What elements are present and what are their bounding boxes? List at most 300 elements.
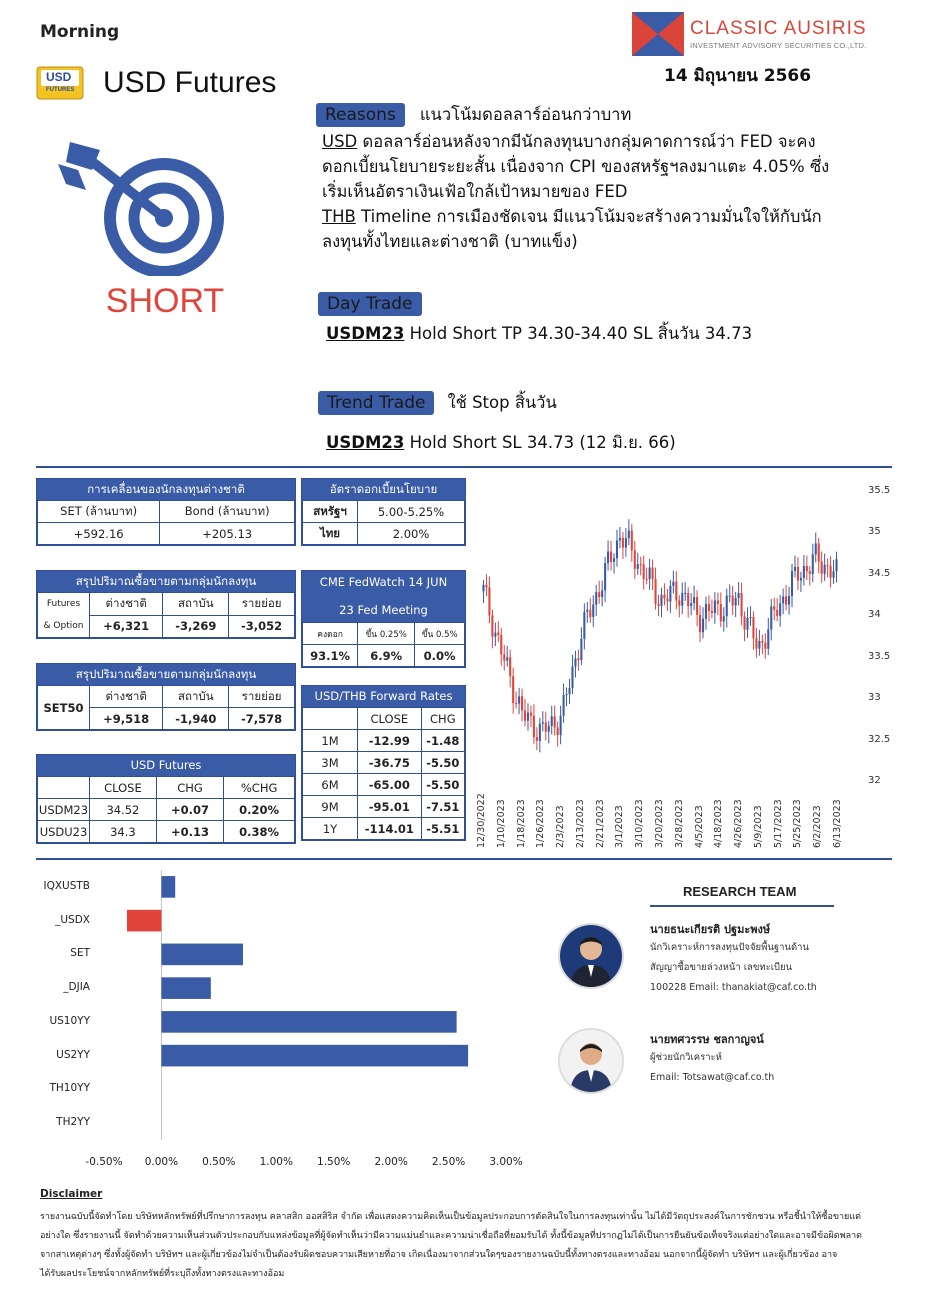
usd-reason-line-2: ดอกเบี้ยนโยบายระยะสั้น เนื่องจาก CPI ของสหรัฐฯลงมาแตะ 4.05% ซึ่ง [322, 157, 830, 176]
price-x-tick: 12/30/2022 [476, 793, 487, 848]
thb-key: THB [322, 207, 356, 226]
divider-top [36, 466, 892, 468]
candle-body [500, 635, 502, 654]
candle-body [536, 737, 538, 741]
bar-djia [161, 977, 210, 999]
badge-subtext: FUTURES [46, 87, 75, 93]
usd-futures-col: CHG [156, 777, 223, 799]
usd-futures-contract: USDU23 [38, 821, 90, 843]
candle-body [660, 595, 662, 606]
fedwatch-col: ขึ้น 0.25% [358, 623, 415, 645]
thb-reason-line-1 [322, 204, 822, 229]
reasons-headline: แนวโน้มดอลลาร์อ่อนกว่าบาท [419, 105, 632, 124]
candle-body [666, 599, 668, 602]
set50-value: +9,518 [90, 708, 163, 730]
candle-body [652, 567, 654, 579]
candle-body [833, 571, 835, 577]
set50-header: ต่างชาติ [90, 686, 163, 708]
researcher-1 [650, 920, 817, 998]
usd-futures-table [36, 754, 296, 844]
forward-rates-table [301, 685, 466, 841]
candle-body [824, 565, 826, 574]
researcher-contact: 100228 Email: thanakiat@caf.co.th [650, 982, 817, 993]
price-x-tick: 6/13/2023 [832, 799, 843, 848]
candle-body [655, 579, 657, 604]
usd-reason-text-1: ดอลลาร์อ่อนหลังจากมีนักลงทุนบางกลุ่มคาดการณ์ว่า FED จะคง [362, 132, 816, 151]
candle-body [589, 610, 591, 617]
price-x-tick: 3/20/2023 [654, 799, 665, 848]
futures-flow-title: สรุปปริมาณซื้อขายตามกลุ่มนักลงทุน [37, 571, 295, 592]
candle-body [738, 593, 740, 598]
candle-body [598, 592, 600, 597]
forward-chg: -5.50 [421, 774, 464, 796]
fedwatch-table [301, 570, 466, 668]
candle-body [684, 593, 686, 594]
forward-tenor: 9M [303, 796, 358, 818]
foreign-flow-bond-value: +205.13 [160, 523, 295, 545]
price-x-tick: 4/26/2023 [733, 799, 745, 848]
company-subtitle: INVESTMENT ADVISORY SECURITIES CO.,LTD. [690, 41, 867, 50]
usd-futures-chg: +0.07 [156, 799, 223, 821]
policy-rate-country: ไทย [303, 523, 358, 545]
thb-reason-text-1: Timeline การเมืองชัดเจน มีแนวโน้มจะสร้างความมั่นใจให้กับนัก [361, 207, 822, 226]
disclaimer-line: ได้รับผลประโยชน์จากหลักทรัพย์ที่ระบุถึงทั้งทางตรงและทางอ้อม [40, 1269, 285, 1279]
person-photo-icon [560, 925, 622, 987]
price-y-tick: 34.5 [868, 567, 891, 579]
bar-x-tick: 0.50% [202, 1156, 236, 1168]
candle-body [583, 612, 585, 639]
candle-body [732, 596, 734, 606]
forward-close: -95.01 [358, 796, 422, 818]
candle-body [527, 713, 529, 721]
futures-flow-label-2: & Option [43, 621, 84, 631]
candle-body [539, 724, 541, 741]
researcher-name: นายทศวรรษ ชลกาญจน์ [650, 1033, 764, 1046]
forward-close: -12.99 [358, 730, 422, 752]
price-x-tick: 2/3/2023 [555, 805, 567, 848]
researcher-contact: Email: Totsawat@caf.co.th [650, 1072, 775, 1083]
candle-body [693, 597, 695, 603]
candle-body [657, 604, 659, 606]
candle-body [643, 564, 645, 579]
futures-flow-header: รายย่อย [229, 593, 295, 616]
foreign-flow-col-set: SET (ล้านบาท) [38, 501, 160, 523]
candle-body [607, 551, 609, 563]
badge-text: USD [46, 70, 72, 84]
set50-flow-table [36, 663, 296, 731]
candle-body [518, 696, 520, 703]
candle-body [574, 658, 576, 666]
candle-body [723, 616, 725, 621]
candle-body [571, 666, 573, 688]
candle-body [494, 633, 496, 637]
usd-futures-chg: +0.13 [156, 821, 223, 843]
usd-futures-col: %CHG [224, 777, 295, 799]
candle-body [714, 601, 716, 613]
price-x-tick: 4/18/2023 [713, 799, 725, 848]
candle-body [503, 654, 505, 660]
fedwatch-col: ขึ้น 0.5% [415, 623, 465, 645]
candle-body [637, 564, 639, 569]
fedwatch-title: CME FedWatch 14 JUN [319, 575, 448, 589]
candle-body [551, 716, 553, 726]
policy-rate-title: อัตราดอกเบี้ยนโยบาย [302, 479, 465, 500]
candle-body [818, 543, 820, 561]
candle-body [702, 619, 704, 633]
price-x-tick: 2/21/2023 [594, 799, 606, 848]
company-name: CLASSIC AUSIRIS [690, 18, 867, 39]
policy-rate-country: สหรัฐฯ [303, 501, 358, 523]
candle-body [560, 716, 562, 735]
candle-body [610, 551, 612, 561]
foreign-flow-set-value: +592.16 [38, 523, 160, 545]
forward-tenor: 6M [303, 774, 358, 796]
price-y-tick: 34 [868, 609, 881, 621]
bar-category-label: US2YY [56, 1048, 90, 1061]
candle-body [720, 604, 722, 621]
candle-body [815, 543, 817, 554]
day-trade-contract: USDM23 [326, 324, 405, 343]
candle-body [821, 562, 823, 574]
price-y-tick: 35.5 [868, 485, 891, 496]
candle-body [741, 593, 743, 616]
futures-flow-label-1: Futures [46, 599, 81, 609]
candle-body [640, 564, 642, 565]
price-x-tick: 5/17/2023 [772, 799, 784, 848]
bar-category-label: US10YY [49, 1014, 90, 1027]
candle-body [509, 657, 511, 676]
price-x-tick: 1/10/2023 [495, 799, 507, 848]
forward-tenor: 1Y [303, 818, 358, 840]
candle-body [699, 615, 701, 632]
trend-trade-note: ใช้ Stop สิ้นวัน [447, 393, 557, 412]
candle-body [604, 563, 606, 590]
candle-body [785, 596, 787, 604]
price-x-tick: 5/9/2023 [752, 805, 764, 848]
usd-futures-pct: 0.38% [224, 821, 295, 843]
candle-body [622, 538, 624, 548]
candle-body [788, 596, 790, 605]
reasons-label: Reasons [316, 103, 405, 127]
company-logo-icon [632, 12, 684, 56]
bar-us10yy [161, 1011, 456, 1033]
day-trade-text: Hold Short TP 34.30-34.40 SL สิ้นวัน 34.73 [409, 324, 753, 343]
candle-body [761, 641, 763, 643]
bar-x-tick: -0.50% [85, 1156, 123, 1168]
candle-body [729, 596, 731, 597]
candle-body [577, 658, 579, 660]
researcher-name: นายธนะเกียรติ ปฐมะพงษ์ [650, 923, 771, 936]
foreign-flow-title: การเคลื่อนของนักลงทุนต่างชาติ [37, 479, 295, 500]
candle-body [791, 571, 793, 596]
bar-iqxustb [161, 876, 175, 898]
candle-body [806, 566, 808, 571]
candle-body [512, 676, 514, 703]
disclaimer-line: จากสาเหตุต่างๆ ซึ่งทั้งผู้จัดทำ บริษัทฯ และผู้เกี่ยวข้องไม่จำเป็นต้องรับผิดชอบความเสียหายที่อาจ เกิดเนื่องมาจากส่วนใดๆของรายงานฉบับนี้ทั้งทางตรงและทางอ้อม นอกจากนี้ผู้จัดทำ บริษัทฯ และผู้เกี่ยวข้อง อาจ [40, 1250, 838, 1260]
price-x-tick: 3/28/2023 [673, 799, 685, 848]
day-trade-label: Day Trade [318, 292, 422, 316]
candle-body [711, 611, 713, 613]
candle-body [625, 538, 627, 547]
price-y-tick: 33 [868, 692, 881, 704]
candle-body [601, 590, 603, 597]
candle-body [634, 550, 636, 568]
candle-body [613, 558, 615, 562]
price-x-tick: 4/5/2023 [693, 805, 705, 848]
candle-body [592, 605, 594, 617]
bar-category-label: IQXUSTB [43, 879, 90, 892]
usd-futures-contract: USDM23 [38, 799, 90, 821]
trend-trade-text: Hold Short SL 34.73 (12 มิ.ย. 66) [409, 433, 676, 452]
set50-value: -7,578 [229, 708, 295, 730]
candle-body [746, 618, 748, 630]
fedwatch-value: 6.9% [358, 645, 415, 667]
trend-trade-label: Trend Trade [318, 391, 434, 415]
forward-close: -36.75 [358, 752, 422, 774]
candle-body [586, 610, 588, 612]
bar-category-label: _USDX [55, 913, 90, 926]
candle-body [726, 596, 728, 617]
research-team-title: RESEARCH TEAM [683, 884, 797, 899]
policy-rate-value: 2.00% [358, 523, 465, 545]
candle-body [524, 711, 526, 721]
futures-flow-value: +6,321 [90, 615, 163, 638]
candle-body [563, 695, 565, 716]
bar-x-tick: 2.00% [374, 1156, 408, 1168]
set50-row-label: SET50 [38, 686, 90, 730]
divider-middle [36, 858, 892, 860]
disclaimer-line: รายงานฉบับนี้จัดทำโดย บริษัทหลักทรัพย์ที่ปรึกษาการลงทุน คลาสสิก ออสสิริส จำกัด เพื่อแสดงความคิดเห็นเป็นข้อมูลประกอบการตัดสินใจในการลงทุนเท่านั้น ไม่ได้มีวัตถุประสงค์ในการชักชวน หรือชี้นำให้ซื้อขายแต่ [40, 1212, 861, 1222]
candle-body [619, 538, 621, 541]
price-y-tick: 35 [868, 526, 881, 538]
usd-futures-close: 34.52 [90, 799, 157, 821]
candle-body [485, 585, 487, 588]
forward-tenor: 3M [303, 752, 358, 774]
bar-set [161, 944, 243, 966]
candle-body [770, 606, 772, 629]
futures-flow-header: สถาบัน [163, 593, 229, 616]
price-y-tick: 32.5 [868, 733, 891, 745]
futures-flow-table [36, 570, 296, 639]
price-x-tick: 3/1/2023 [614, 805, 626, 848]
foreign-flow-col-bond: Bond (ล้านบาท) [160, 501, 295, 523]
candle-body [794, 567, 796, 571]
candle-body [779, 603, 781, 616]
candle-body [827, 565, 829, 566]
trend-trade-detail [326, 430, 676, 455]
forward-chg: -5.50 [421, 752, 464, 774]
researcher-role: ผู้ช่วยนักวิเคราะห์ [650, 1052, 722, 1063]
forward-close: -65.00 [358, 774, 422, 796]
candle-body [521, 696, 523, 710]
disclaimer-line: อย่างใด ซึ่งรายงานนี้ จัดทำด้วยความเห็นส่วนตัวประกอบกับแหล่งข้อมูลที่ผู้จัดทำเห็นว่ามีความแม่นยำและความน่าเชื่อถือที่ยอมรับได้ ทั้งนี้ข้อมูลที่ปรากฏไม่ได้เป็นการยืนยันข้อเท็จจริงแต่อย่างใดและอาจมีข้อผิดพลาด [40, 1231, 862, 1241]
bar-x-tick: 1.00% [259, 1156, 293, 1168]
forward-chg: -1.48 [421, 730, 464, 752]
policy-rate-value: 5.00-5.25% [358, 501, 465, 523]
bar-x-tick: 1.50% [317, 1156, 351, 1168]
usd-futures-close: 34.3 [90, 821, 157, 843]
candle-body [755, 638, 757, 648]
disclaimer-title: Disclaimer [40, 1188, 103, 1200]
candle-body [782, 596, 784, 603]
candle-body [631, 531, 633, 551]
candle-body [533, 716, 535, 737]
policy-rate-table [301, 478, 466, 546]
forward-close: -114.01 [358, 818, 422, 840]
researcher-role-2: สัญญาซื้อขายล่วงหน้า เลขทะเบียน [650, 962, 793, 973]
candle-body [809, 571, 811, 574]
forward-rates-corner [303, 708, 358, 730]
day-trade-header [318, 294, 422, 314]
fedwatch-value: 93.1% [303, 645, 358, 667]
candle-body [717, 601, 719, 604]
trend-trade-contract: USDM23 [326, 433, 405, 452]
candle-body [557, 728, 559, 735]
target-arrow-icon [56, 136, 236, 276]
forward-chg: -7.51 [421, 796, 464, 818]
price-x-tick: 5/25/2023 [792, 799, 804, 848]
futures-flow-row-label [38, 593, 90, 638]
price-x-tick: 1/26/2023 [535, 799, 547, 848]
price-x-tick: 3/10/2023 [634, 799, 646, 848]
candle-body [566, 694, 568, 695]
candle-body [744, 617, 746, 630]
usd-key: USD [322, 132, 358, 151]
candle-body [835, 559, 837, 571]
trade-signal: SHORT [105, 282, 225, 320]
candle-body [616, 540, 618, 558]
price-x-tick: 6/2/2023 [812, 805, 824, 848]
set50-header: รายย่อย [229, 686, 295, 708]
forward-rates-col: CHG [421, 708, 464, 730]
fedwatch-value: 0.0% [415, 645, 465, 667]
candle-body [797, 567, 799, 581]
bar-usdx [127, 910, 161, 932]
fedwatch-subtitle: 23 Fed Meeting [339, 603, 428, 617]
candle-body [830, 566, 832, 578]
set50-header: สถาบัน [163, 686, 229, 708]
price-y-tick: 32 [868, 775, 881, 786]
bar-us2yy [161, 1045, 468, 1067]
usd-reason-line-3: เริ่มเห็นอัตราเงินเฟ้อใกล้เป้าหมายของ FED [322, 182, 628, 201]
bar-x-tick: 3.00% [489, 1156, 523, 1168]
candle-body [681, 593, 683, 606]
candle-body [767, 629, 769, 648]
candle-body [515, 703, 517, 704]
futures-flow-value: -3,052 [229, 615, 295, 638]
bar-x-tick: 2.50% [431, 1156, 466, 1168]
futures-flow-header: ต่างชาติ [90, 593, 163, 616]
candle-body [764, 643, 766, 649]
person-photo-icon [560, 1030, 622, 1092]
price-x-tick: 2/13/2023 [574, 799, 586, 848]
researcher-2 [650, 1030, 774, 1088]
researcher-role: นักวิเคราะห์การลงทุนปัจจัยพื้นฐานด้าน [650, 942, 809, 953]
candle-body [705, 604, 707, 619]
futures-flow-value: -3,269 [163, 615, 229, 638]
reasons-section [316, 102, 631, 127]
candle-body [506, 657, 508, 660]
candle-body [752, 617, 754, 638]
price-chart-canvas [478, 476, 892, 796]
candle-body [663, 595, 665, 599]
candle-body [482, 585, 484, 592]
fedwatch-header [302, 571, 465, 622]
forward-rates-title: USD/THB Forward Rates [302, 686, 465, 707]
change-bar-chart [36, 868, 556, 1178]
usd-futures-badge-icon [36, 66, 84, 100]
thb-reason-line-2: ลงทุนทั้งไทยและต่างชาติ (บาทแข็ง) [322, 232, 578, 251]
candle-body [776, 610, 778, 616]
forward-tenor: 1M [303, 730, 358, 752]
bar-x-tick: 0.00% [144, 1156, 179, 1168]
candle-body [497, 633, 499, 635]
candle-body [530, 713, 532, 716]
bar-category-label: SET [70, 947, 90, 960]
usd-futures-title: USD Futures [37, 755, 295, 776]
report-date: 14 มิถุนายน 2566 [664, 66, 812, 86]
bar-category-label: TH10YY [49, 1082, 90, 1095]
candle-body [548, 726, 550, 732]
candle-body [580, 639, 582, 660]
candle-body [628, 531, 630, 539]
candle-body [545, 722, 547, 732]
trend-trade-header [318, 390, 557, 415]
candle-body [696, 597, 698, 615]
disclaimer-body [40, 1208, 890, 1284]
set50-value: -1,940 [163, 708, 229, 730]
candle-body [568, 688, 570, 694]
candle-body [678, 600, 680, 605]
set50-flow-title: สรุปปริมาณซื้อขายตามกลุ่มนักลงทุน [37, 664, 295, 685]
day-trade-detail [326, 321, 752, 346]
candle-body [542, 722, 544, 723]
candle-body [488, 587, 490, 615]
candle-body [812, 554, 814, 574]
candle-body [773, 606, 775, 609]
price-x-tick: 1/18/2023 [515, 799, 527, 848]
fedwatch-col: คงดอก [303, 623, 358, 645]
candle-body [749, 617, 751, 618]
usd-futures-corner [38, 777, 90, 799]
candle-body [491, 616, 493, 637]
candle-body [554, 716, 556, 727]
usd-futures-pct: 0.20% [224, 799, 295, 821]
bar-category-label: TH2YY [56, 1116, 90, 1129]
research-team-underline [650, 905, 834, 907]
bar-category-label: _DJIA [63, 981, 90, 994]
price-chart [478, 476, 892, 856]
candle-body [649, 567, 651, 579]
candle-body [595, 592, 597, 604]
bar-chart-canvas [36, 868, 556, 1148]
candle-body [800, 578, 802, 581]
usd-reason-line-1 [322, 129, 816, 154]
forward-rates-col: CLOSE [358, 708, 422, 730]
candle-body [669, 586, 671, 602]
candle-body [675, 582, 677, 601]
edition-label: Morning [40, 22, 120, 42]
candle-body [803, 566, 805, 578]
avatar [558, 923, 624, 989]
candle-body [672, 582, 674, 586]
candle-body [646, 579, 648, 580]
foreign-flow-table [36, 478, 296, 546]
candle-body [708, 604, 710, 611]
forward-chg: -5.51 [421, 818, 464, 840]
candle-body [690, 603, 692, 606]
candle-body [758, 641, 760, 649]
